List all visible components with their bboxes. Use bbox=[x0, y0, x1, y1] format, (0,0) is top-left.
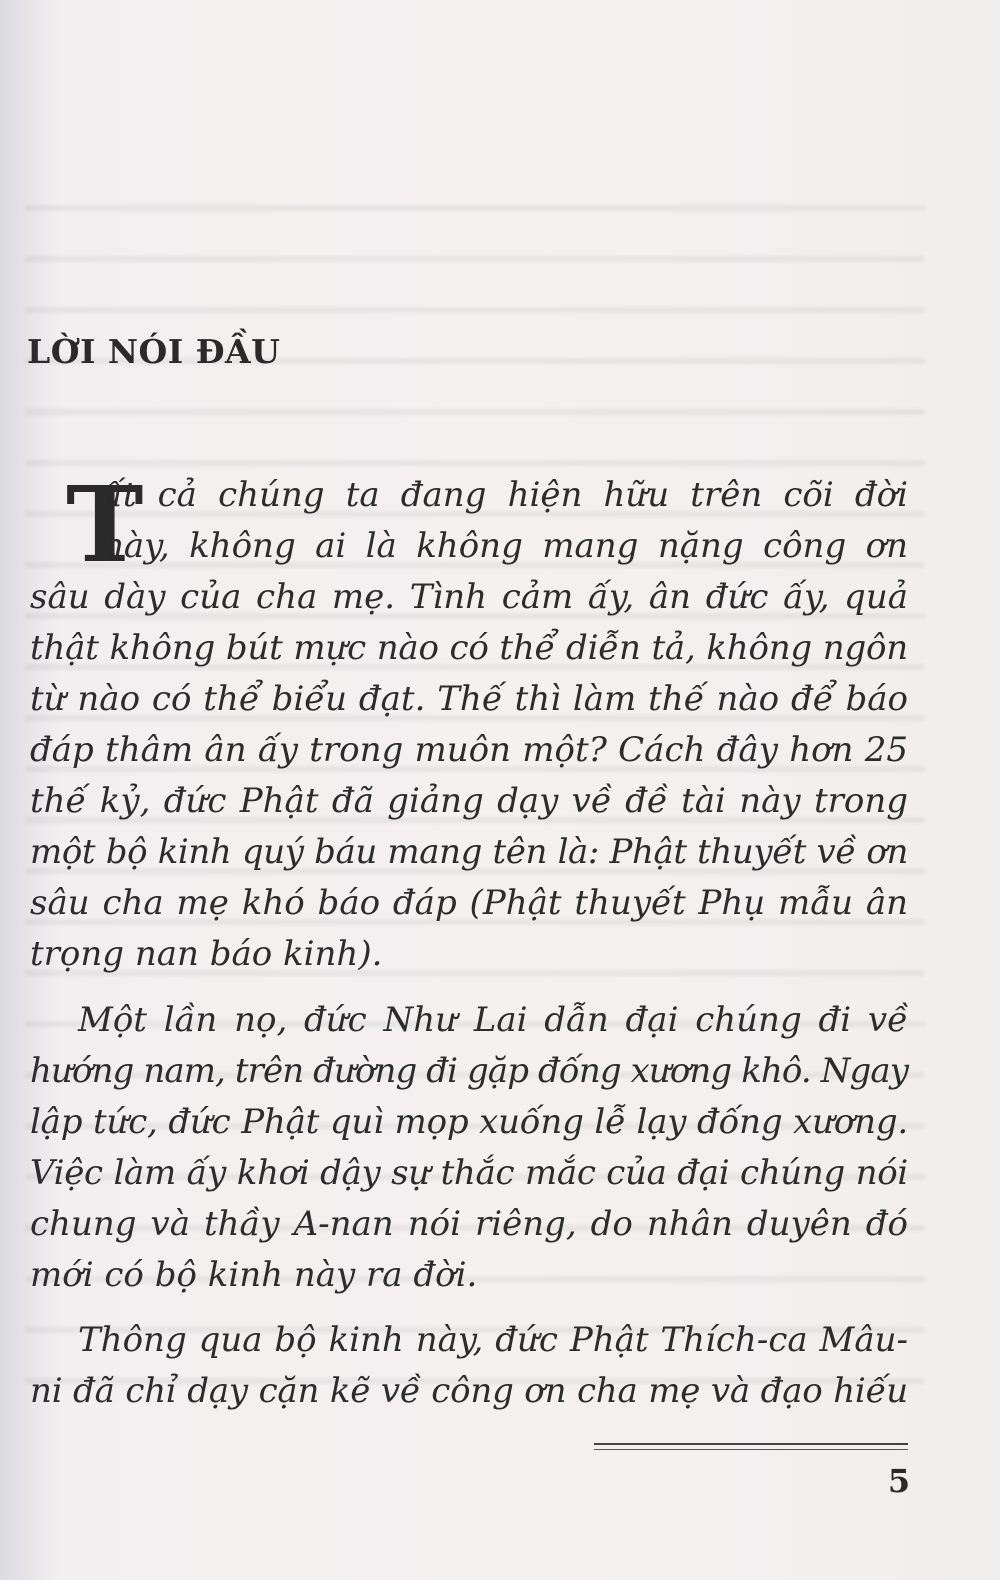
text-line: ất cả chúng ta đang hiện hữu trên cõi đời bbox=[102, 475, 908, 515]
text-line: thế kỷ, đức Phật đã giảng dạy về đề tài này trong bbox=[30, 781, 908, 821]
text-line: sâu cha mẹ khó báo đáp (Phật thuyết Phụ mẫu ân bbox=[30, 883, 908, 923]
text-line: mới có bộ kinh này ra đời. bbox=[30, 1255, 478, 1295]
text-line: Thông qua bộ kinh này, đức Phật Thích-ca Mâu- bbox=[78, 1320, 908, 1360]
text-line: này, không ai là không mang nặng công ơn bbox=[102, 526, 908, 566]
text-line: ni đã chỉ dạy cặn kẽ về công ơn cha mẹ và đạo hiếu bbox=[30, 1371, 908, 1411]
text-line: từ nào có thể biểu đạt. Thế thì làm thế nào để báo bbox=[30, 679, 908, 719]
footer-rule bbox=[594, 1443, 908, 1445]
text-line: đáp thâm ân ấy trong muôn một? Cách đây hơn 25 bbox=[30, 730, 908, 770]
text-line: chung và thầy A-nan nói riêng, do nhân duyên đó bbox=[30, 1204, 908, 1244]
text-line: một bộ kinh quý báu mang tên là: Phật thuyết về ơn bbox=[30, 832, 908, 872]
text-line: hướng nam, trên đường đi gặp đống xương khô. Ngay bbox=[30, 1051, 909, 1091]
text-line: thật không bút mực nào có thể diễn tả, không ngôn bbox=[30, 628, 908, 668]
chapter-heading: LỜI NÓI ĐẦU bbox=[27, 332, 281, 371]
text-line: lập tức, đức Phật quì mọp xuống lễ lạy đống xương. bbox=[30, 1102, 908, 1142]
text-line: Việc làm ấy khơi dậy sự thắc mắc của đại chúng nói bbox=[30, 1153, 908, 1193]
text-line: sâu dày của cha mẹ. Tình cảm ấy, ân đức ấy, quả bbox=[30, 577, 908, 617]
drop-cap: T bbox=[66, 463, 144, 586]
paragraph-2 bbox=[30, 995, 908, 1301]
text-line: Một lần nọ, đức Như Lai dẫn đại chúng đi về bbox=[78, 1000, 908, 1040]
footer-rule-thin bbox=[594, 1449, 908, 1450]
text-line: trọng nan báo kinh). bbox=[30, 934, 383, 974]
paragraph-1 bbox=[30, 463, 908, 980]
page-number: 5 bbox=[887, 1462, 911, 1500]
paragraph-3 bbox=[30, 1315, 908, 1417]
